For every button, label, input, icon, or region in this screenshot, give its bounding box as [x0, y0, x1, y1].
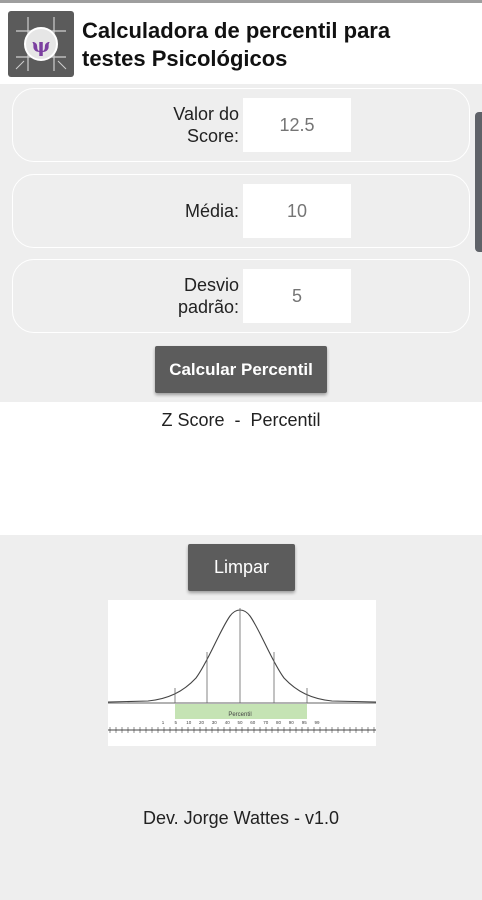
tick-label: 95: [301, 720, 307, 725]
score-field-card: [12, 88, 470, 162]
psi-icon: [8, 11, 74, 77]
clear-button[interactable]: Limpar: [188, 544, 295, 591]
tick-label: 10: [186, 720, 192, 725]
tick-label: 80: [275, 720, 282, 725]
tick-label: 50: [237, 720, 243, 725]
sd-input[interactable]: [243, 269, 351, 323]
normal-curve-icon: [108, 600, 376, 746]
app-title: [82, 17, 472, 73]
score-input[interactable]: [243, 98, 351, 152]
app-header: [0, 0, 482, 84]
tick-label: 90: [288, 720, 294, 725]
result-panel: [0, 402, 482, 535]
percentile-bar-label: Percentil: [228, 712, 252, 718]
tick-label: 5: [174, 720, 178, 725]
developer-credit: Dev. Jorge Wattes - v1.0: [142, 808, 340, 828]
tick-label: 99: [314, 720, 320, 725]
result-header: Z Score - Percentil: [161, 410, 321, 430]
calculate-button[interactable]: Calcular Percentil: [155, 346, 327, 393]
score-label: [79, 89, 239, 161]
tick-label: 70: [263, 720, 269, 725]
scrollbar[interactable]: [475, 112, 482, 252]
tick-label: 60: [250, 720, 256, 725]
mean-input[interactable]: [243, 184, 351, 238]
tick-label: 1: [161, 720, 165, 725]
tick-label: 20: [198, 720, 205, 725]
sd-label-line-1: Desvio: [183, 275, 239, 295]
normal-curve-image: [108, 600, 376, 746]
score-label-line-1: Valor do: [173, 104, 239, 124]
tick-label: 40: [224, 720, 230, 725]
svg-text:ψ: ψ: [31, 33, 51, 57]
app-title-line-2: testes Psicológicos: [82, 46, 288, 71]
app-title-line-1: Calculadora de percentil para: [82, 18, 391, 43]
sd-label: [79, 260, 239, 332]
tick-label: 30: [211, 720, 217, 725]
tick-labels: [162, 720, 320, 725]
score-label-line-2: Score:: [186, 126, 239, 146]
sd-label-line-2: padrão:: [177, 297, 239, 317]
mean-field-card: [12, 174, 470, 248]
mean-label-text: Média:: [184, 201, 239, 221]
sd-field-card: [12, 259, 470, 333]
mean-label: [79, 175, 239, 247]
